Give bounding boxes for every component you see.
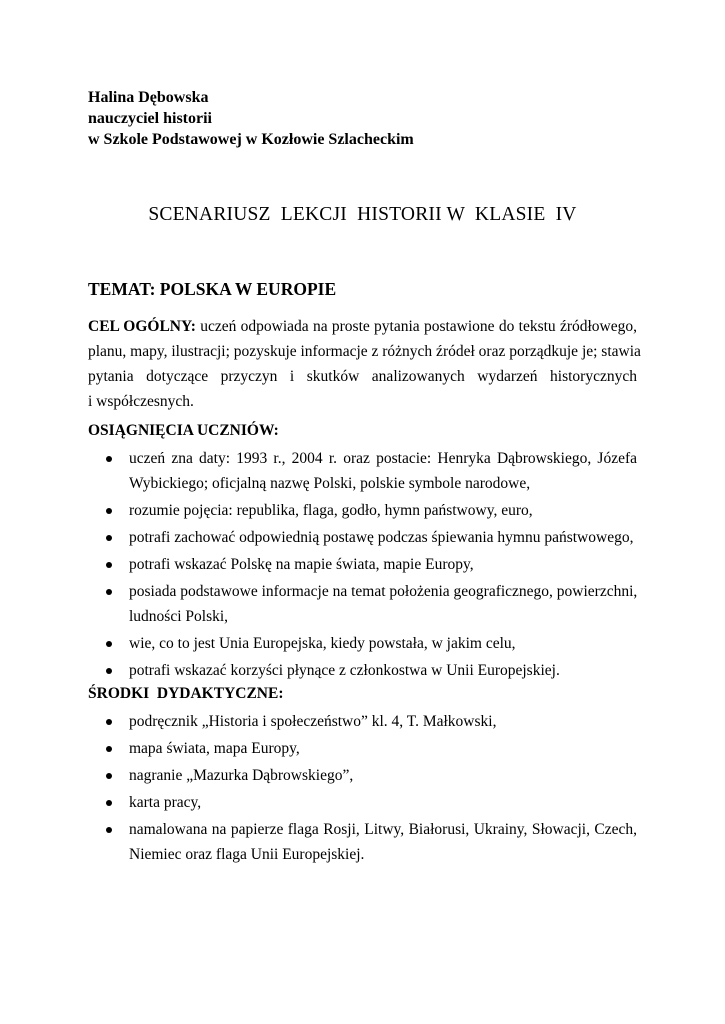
list-item-line: rozumie pojęcia: republika, flaga, godło, hymn państwowy, euro, xyxy=(129,502,533,519)
document-title: SCENARIUSZ LEKCJI HISTORII W KLASIE IV xyxy=(148,204,577,225)
list-item-text xyxy=(129,579,637,629)
bullet-icon xyxy=(106,773,112,779)
goal-line: planu, mapy, ilustracji; pozyskuje informacje z różnych źródeł oraz porządkuje je; stawia xyxy=(88,343,641,360)
means-heading: ŚRODKI DYDAKTYCZNE: xyxy=(88,685,284,702)
list-item-text xyxy=(129,709,637,734)
list-item xyxy=(88,658,637,683)
goal-line: i współczesnych. xyxy=(88,393,194,410)
list-item xyxy=(88,631,637,656)
list-item-text xyxy=(129,552,637,577)
author-block xyxy=(88,87,414,150)
bullet-icon xyxy=(106,508,112,514)
author-role: nauczyciel historii xyxy=(88,110,212,127)
list-item xyxy=(88,709,637,734)
list-item xyxy=(88,763,637,788)
list-item-line: Niemiec oraz flaga Unii Europejskiej. xyxy=(129,846,365,863)
list-item-line: potrafi wskazać korzyści płynące z członkostwa w Unii Europejskiej. xyxy=(129,662,560,679)
list-item-text xyxy=(129,498,637,523)
list-item xyxy=(88,498,637,523)
list-item-line: uczeń zna daty: 1993 r., 2004 r. oraz postacie: Henryka Dąbrowskiego, Józefa xyxy=(129,450,637,467)
list-item xyxy=(88,525,637,550)
list-item-line: ludności Polski, xyxy=(129,608,229,625)
bullet-icon xyxy=(106,668,112,674)
goal-label: CEL OGÓLNY: xyxy=(88,318,196,335)
general-goal xyxy=(88,314,641,414)
lesson-topic: TEMAT: POLSKA W EUROPIE xyxy=(88,279,337,299)
bullet-icon xyxy=(106,562,112,568)
list-item xyxy=(88,579,637,629)
list-item-text xyxy=(129,817,637,867)
bullet-icon xyxy=(106,746,112,752)
list-item-line: wie, co to jest Unia Europejska, kiedy powstała, w jakim celu, xyxy=(129,635,516,652)
list-item-text xyxy=(129,763,637,788)
author-name: Halina Dębowska xyxy=(88,89,209,106)
list-item-line: potrafi zachować odpowiednią postawę podczas śpiewania hymnu państwowego, xyxy=(129,529,634,546)
bullet-icon xyxy=(106,719,112,725)
list-item-text xyxy=(129,525,637,550)
outcomes-heading: OSIĄGNIĘCIA UCZNIÓW: xyxy=(88,422,279,439)
list-item-line: Wybickiego; oficjalną nazwę Polski, polskie symbole narodowe, xyxy=(129,475,531,492)
list-item-text xyxy=(129,736,637,761)
list-item-line: posiada podstawowe informacje na temat położenia geograficznego, powierzchni, xyxy=(129,583,638,600)
bullet-icon xyxy=(106,827,112,833)
list-item-line: nagranie „Mazurka Dąbrowskiego”, xyxy=(129,767,354,784)
list-item xyxy=(88,817,637,867)
goal-line: pytania dotyczące przyczyn i skutków analizowanych wydarzeń historycznych xyxy=(88,368,637,385)
list-item-text xyxy=(129,446,637,496)
list-item xyxy=(88,446,637,496)
bullet-icon xyxy=(106,589,112,595)
means-list xyxy=(88,709,637,869)
list-item-line: namalowana na papierze flaga Rosji, Litwy, Białorusi, Ukrainy, Słowacji, Czech, xyxy=(129,821,637,838)
bullet-icon xyxy=(106,456,112,462)
list-item-line: mapa świata, mapa Europy, xyxy=(129,740,300,757)
list-item-line: karta pracy, xyxy=(129,794,202,811)
author-school: w Szkole Podstawowej w Kozłowie Szlacheckim xyxy=(88,131,414,148)
list-item xyxy=(88,790,637,815)
list-item xyxy=(88,552,637,577)
list-item-line: potrafi wskazać Polskę na mapie świata, mapie Europy, xyxy=(129,556,474,573)
list-item-text xyxy=(129,790,637,815)
list-item xyxy=(88,736,637,761)
outcomes-list xyxy=(88,446,637,685)
list-item-text xyxy=(129,658,637,683)
list-item-text xyxy=(129,631,637,656)
bullet-icon xyxy=(106,535,112,541)
bullet-icon xyxy=(106,800,112,806)
list-item-line: podręcznik „Historia i społeczeństwo” kl. 4, T. Małkowski, xyxy=(129,713,497,730)
goal-line: CEL OGÓLNY: uczeń odpowiada na proste pytania postawione do tekstu źródłowego, xyxy=(88,318,638,335)
bullet-icon xyxy=(106,641,112,647)
